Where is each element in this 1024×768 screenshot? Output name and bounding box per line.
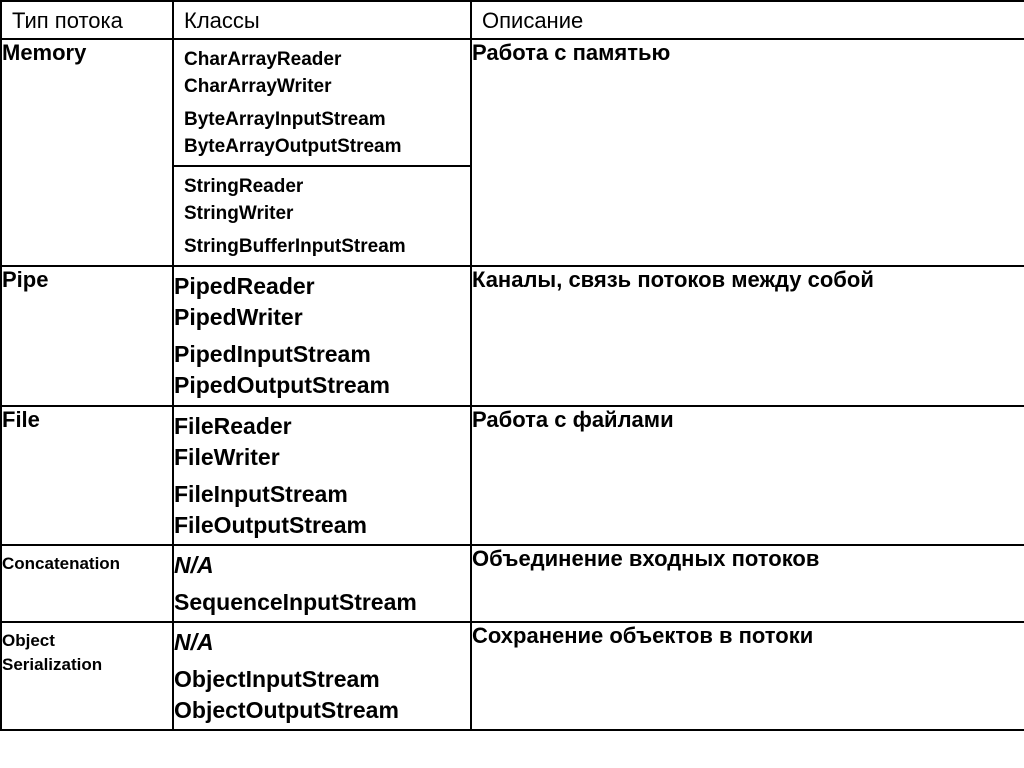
class-group [174,479,470,541]
class-name: N/A [174,552,214,578]
stream-type-line: Serialization [2,655,103,674]
class-group [174,411,470,473]
class-group [184,173,470,227]
classes-cell [173,266,471,406]
class-name: PipedReader [174,273,315,299]
classes-subcell [174,167,470,265]
class-group [184,106,470,160]
class-group [174,271,470,333]
description-cell [471,622,1024,730]
class-name: PipedOutputStream [174,372,390,398]
type-cell [1,545,173,622]
class-name: ByteArrayInputStream [184,109,386,130]
class-name: StringReader [184,176,304,197]
header-type: Тип потока [1,1,173,39]
class-name: PipedWriter [174,304,303,330]
table-row-pipe [1,266,1024,406]
class-name: FileInputStream [174,481,348,507]
class-name: ObjectInputStream [174,666,380,692]
stream-description: Объединение входных потоков [472,546,820,571]
class-name: FileWriter [174,444,280,470]
stream-type: File [2,407,40,432]
header-classes: Классы [173,1,471,39]
class-name: FileOutputStream [174,512,367,538]
type-cell [1,266,173,406]
classes-cell [173,406,471,545]
class-group [174,550,470,581]
stream-type: Concatenation [2,554,121,573]
class-group [184,46,470,100]
description-cell [471,39,1024,266]
class-name: ByteArrayOutputStream [184,136,402,157]
class-name: FileReader [174,413,292,439]
class-name: PipedInputStream [174,341,371,367]
type-cell [1,406,173,545]
classes-cell [173,545,471,622]
class-group [174,339,470,401]
stream-type: Pipe [2,267,49,292]
table-row-memory [1,39,1024,266]
table-row-concatenation [1,545,1024,622]
class-name: N/A [174,629,214,655]
header-row [1,1,1024,39]
type-cell [1,39,173,266]
stream-description: Работа с файлами [472,407,674,432]
class-name: CharArrayWriter [184,76,332,97]
class-name: StringBufferInputStream [184,236,406,257]
description-cell [471,266,1024,406]
classes-cell [173,39,471,266]
classes-subcell [174,40,470,167]
class-name: SequenceInputStream [174,589,417,615]
class-name: ObjectOutputStream [174,697,399,723]
class-name: CharArrayReader [184,49,342,70]
description-cell [471,406,1024,545]
header-description: Описание [471,1,1024,39]
table-row-file [1,406,1024,545]
type-cell [1,622,173,730]
table-row-object-serialization [1,622,1024,730]
description-cell [471,545,1024,622]
class-group [184,233,470,260]
stream-description: Работа с памятью [472,40,671,65]
class-group [174,587,470,618]
classes-cell [173,622,471,730]
stream-type: Memory [2,40,87,65]
class-group [174,664,470,726]
stream-description: Каналы, связь потоков между собой [472,267,874,292]
stream-description: Сохранение объектов в потоки [472,623,814,648]
class-name: StringWriter [184,203,294,224]
stream-type-line: Object [2,631,55,650]
class-group [174,627,470,658]
